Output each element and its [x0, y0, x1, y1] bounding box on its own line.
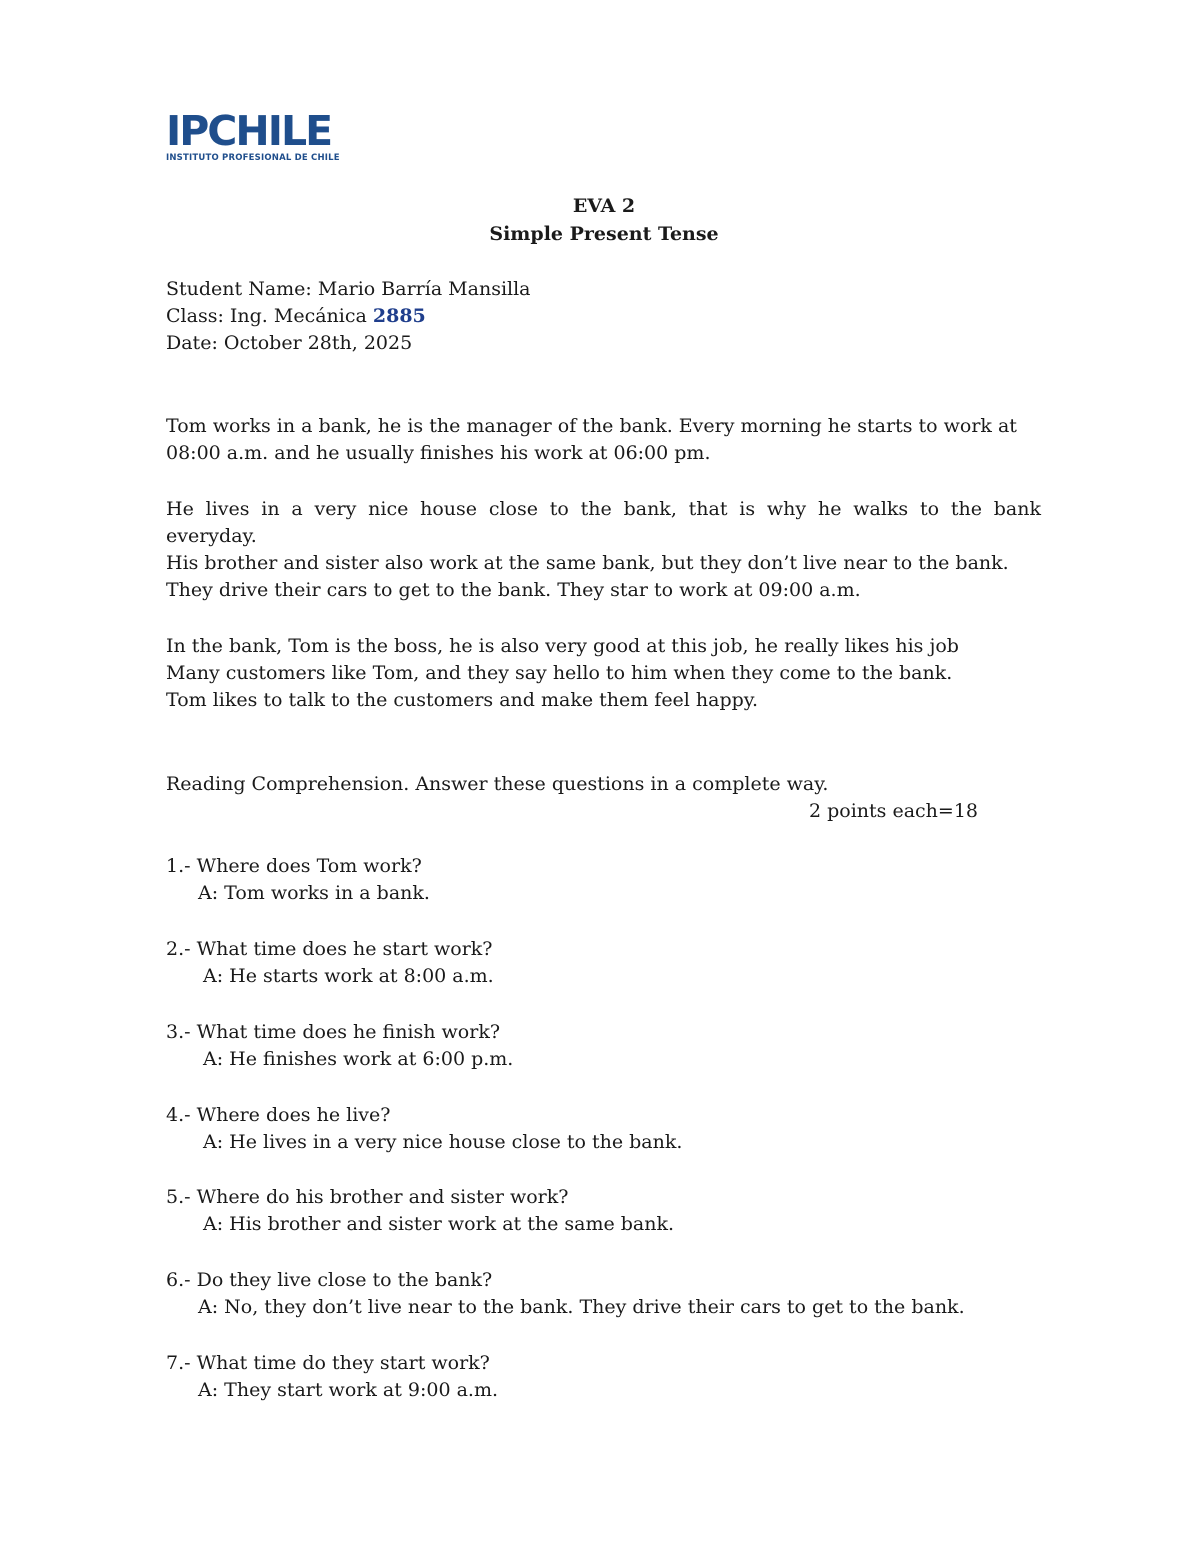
- student-date: Date: October 28th, 2025: [166, 332, 413, 354]
- answer-text: A: They start work at 9:00 a.m.: [198, 1379, 499, 1401]
- paragraph-line: They drive their cars to get to the bank. They star to work at 09:00 a.m.: [166, 579, 861, 601]
- student-name: Student Name: Mario Barría Mansilla: [166, 278, 531, 300]
- reading-paragraph-2: [166, 496, 1041, 604]
- question-text: 2.- What time does he start work?: [166, 938, 493, 960]
- paragraph-line: everyday.: [166, 525, 257, 547]
- paragraph-line: 08:00 a.m. and he usually finishes his work at 06:00 pm.: [166, 442, 711, 464]
- answer-text: A: No, they don’t live near to the bank. They drive their cars to get to the bank.: [198, 1296, 965, 1318]
- question-text: 6.- Do they live close to the bank?: [166, 1269, 493, 1291]
- student-info: [166, 276, 1041, 357]
- reading-paragraph-1: [166, 413, 1041, 467]
- reading-paragraph-3: [166, 633, 1041, 714]
- question-7: [166, 1350, 1066, 1404]
- document-title: EVA 2: [572, 195, 636, 217]
- question-text: 3.- What time does he finish work?: [166, 1021, 501, 1043]
- answer-text: A: He finishes work at 6:00 p.m.: [203, 1048, 514, 1070]
- class-number: 2885: [372, 305, 426, 327]
- question-2: [166, 936, 1066, 990]
- document-header: [0, 192, 1200, 248]
- comprehension-instructions: [166, 771, 1041, 798]
- ipchile-logo: [166, 107, 346, 164]
- class-label: Class: Ing. Mecánica: [166, 305, 367, 327]
- paragraph-line: Tom works in a bank, he is the manager of the bank. Every morning he starts to work at: [166, 415, 1017, 437]
- paragraph-line: He lives in a very nice house close to the bank, that is why he walks to the bank: [166, 498, 1041, 520]
- paragraph-line: Tom likes to talk to the customers and make them feel happy.: [166, 689, 759, 711]
- question-3: [166, 1019, 1066, 1073]
- paragraph-line: His brother and sister also work at the same bank, but they don’t live near to the bank.: [166, 552, 1009, 574]
- question-6: [166, 1267, 1066, 1321]
- document-subtitle: Simple Present Tense: [489, 223, 719, 245]
- question-text: 4.- Where does he live?: [166, 1104, 391, 1126]
- student-class: [166, 303, 1041, 330]
- answer-text: A: He starts work at 8:00 a.m.: [203, 965, 494, 987]
- question-text: 1.- Where does Tom work?: [166, 855, 422, 877]
- answer-text: A: Tom works in a bank.: [198, 882, 430, 904]
- question-text: 5.- Where do his brother and sister work?: [166, 1186, 569, 1208]
- points-note: 2 points each=18: [809, 800, 979, 822]
- question-4: [166, 1102, 1066, 1156]
- instructions-text: Reading Comprehension. Answer these questions in a complete way.: [166, 773, 829, 795]
- question-1: [166, 853, 1066, 907]
- question-text: 7.- What time do they start work?: [166, 1352, 490, 1374]
- logo-wordmark: IPCHILE: [166, 107, 332, 155]
- paragraph-line: Many customers like Tom, and they say hello to him when they come to the bank.: [166, 662, 953, 684]
- answer-text: A: His brother and sister work at the same bank.: [203, 1213, 675, 1235]
- paragraph-line: In the bank, Tom is the boss, he is also very good at this job, he really likes his job: [166, 635, 959, 657]
- question-5: [166, 1184, 1066, 1238]
- logo-tagline: INSTITUTO PROFESIONAL DE CHILE: [166, 153, 340, 163]
- answer-text: A: He lives in a very nice house close to the bank.: [203, 1131, 683, 1153]
